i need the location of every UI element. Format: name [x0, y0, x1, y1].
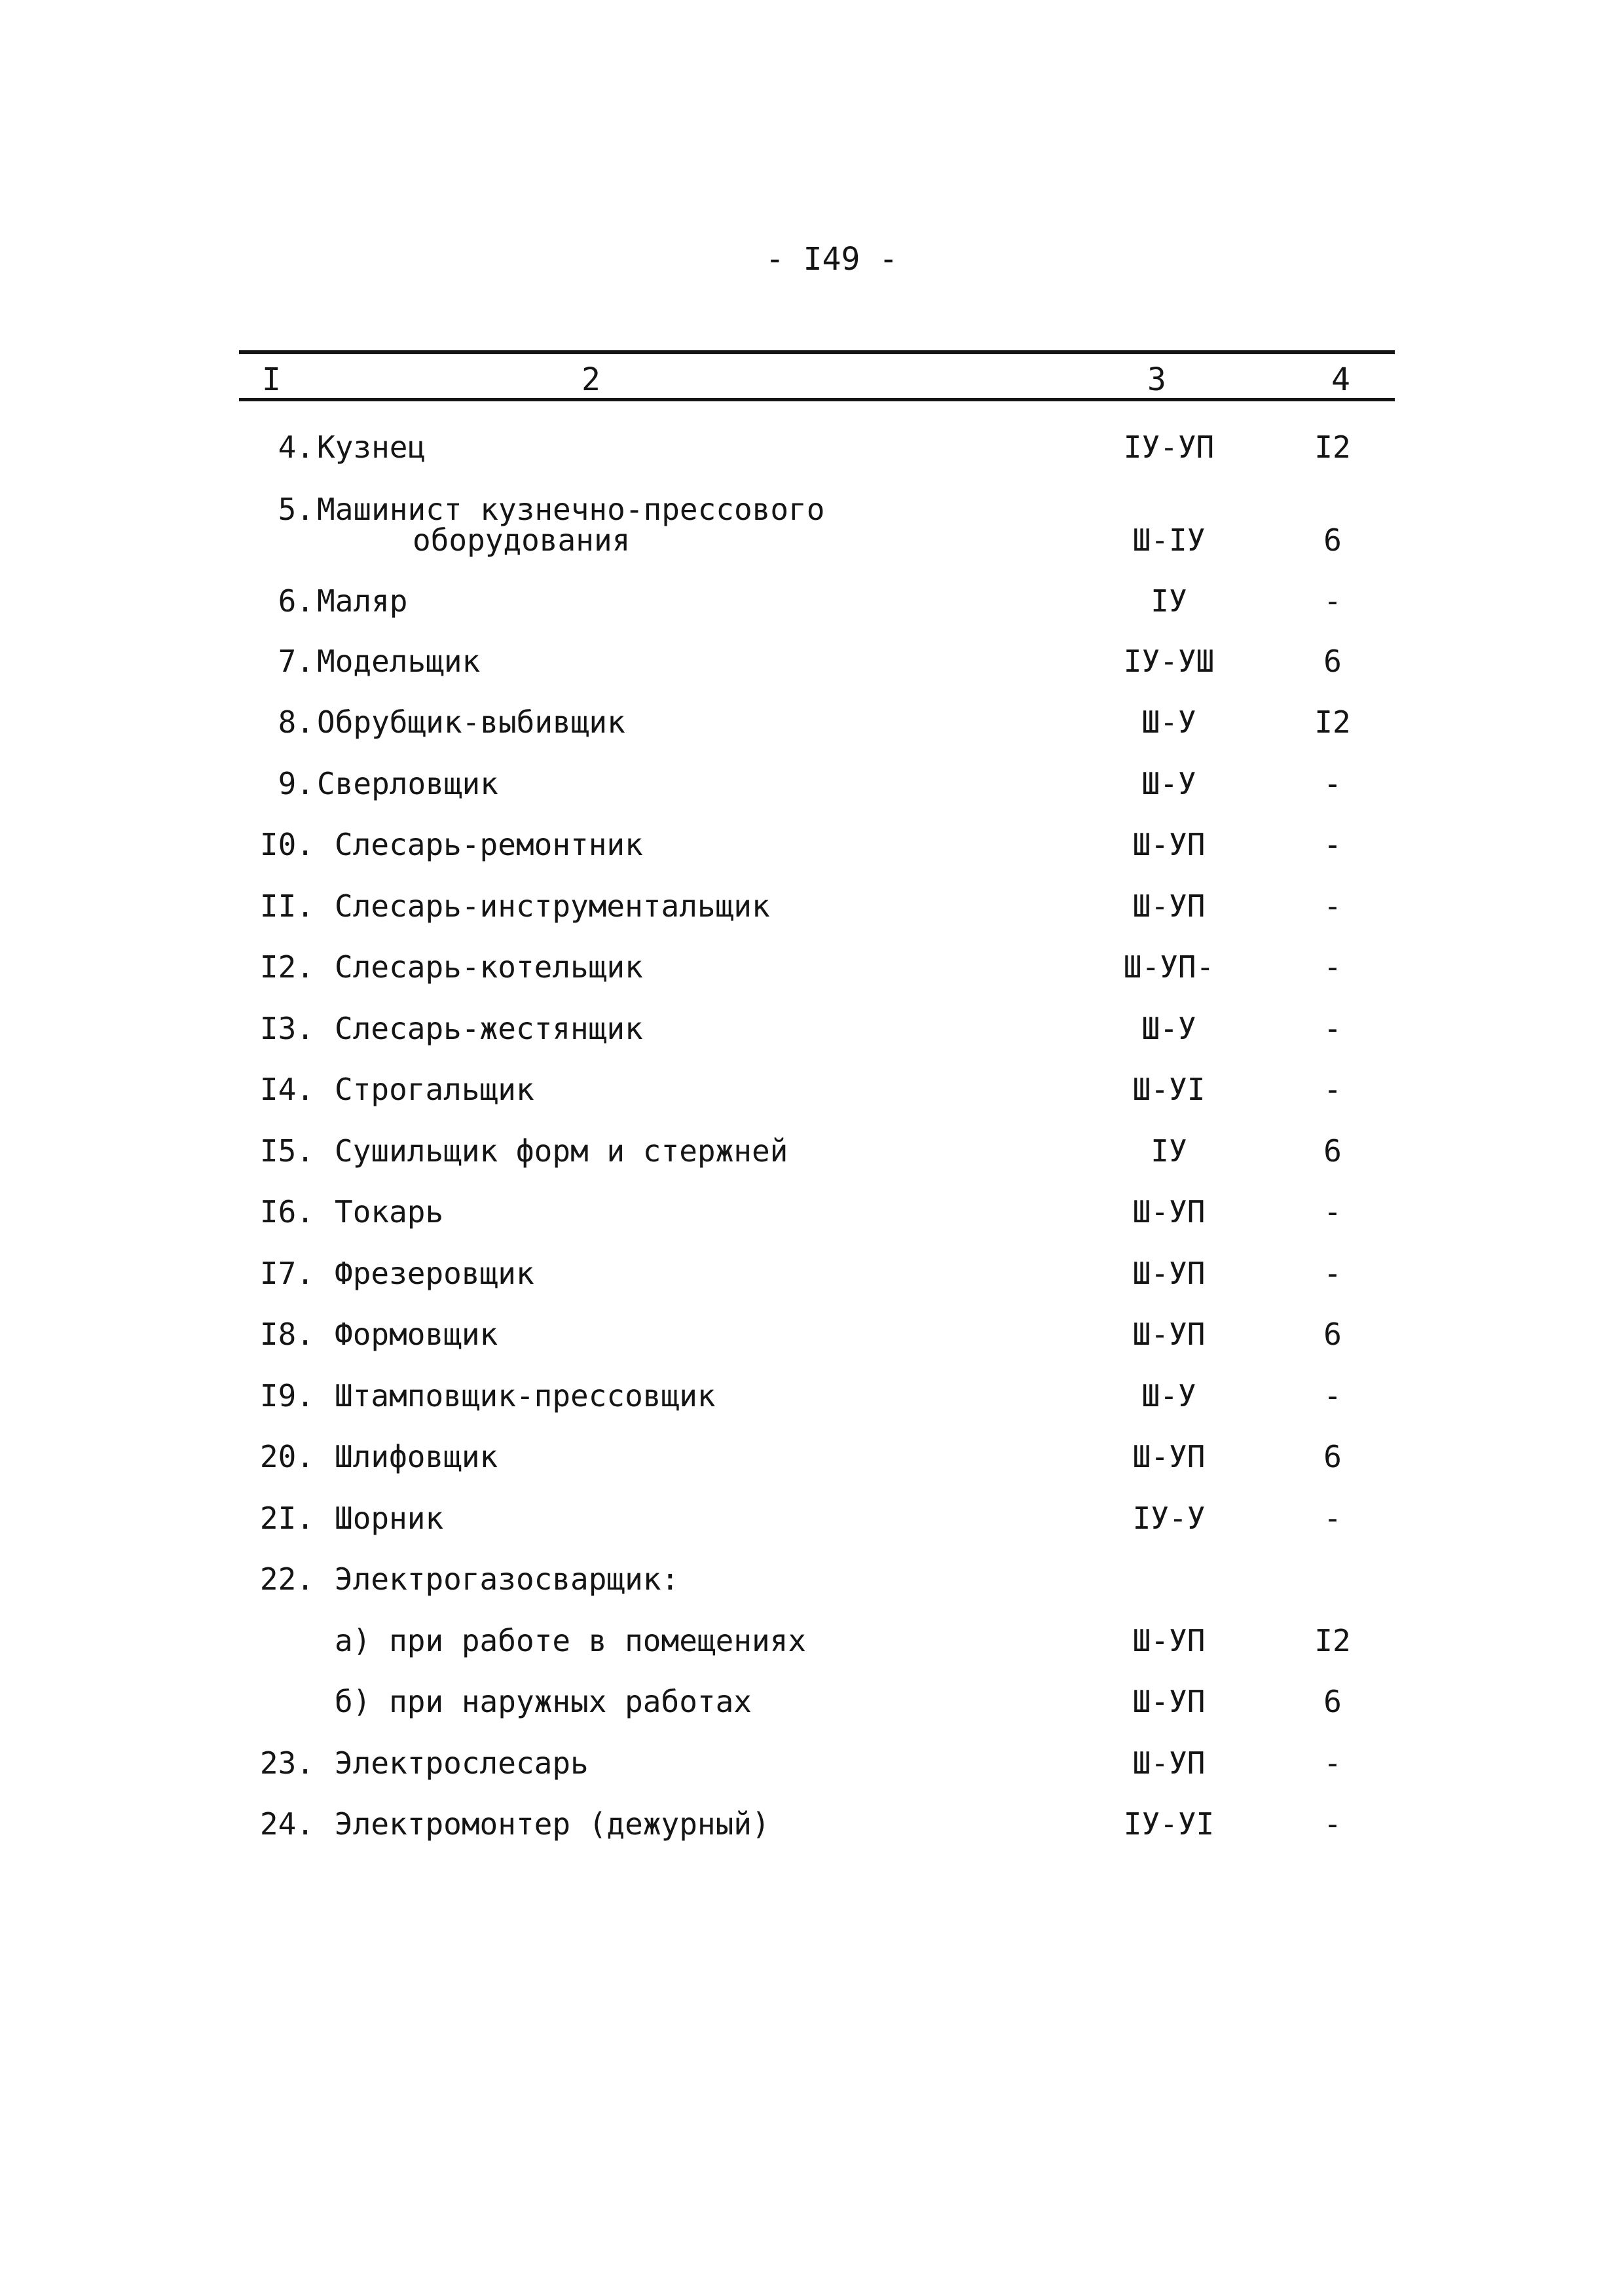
column-header-4: 4 — [1331, 361, 1350, 398]
profession-name: Слесарь-котельщик — [335, 949, 643, 985]
row-number: 23. — [259, 1745, 314, 1781]
row-number: 20. — [259, 1439, 314, 1474]
profession-name: Маляр — [317, 583, 408, 619]
table-row — [0, 1315, 1624, 1354]
table-row — [0, 947, 1624, 987]
grade-range: Ш-УП — [1132, 1194, 1206, 1230]
period-value: 6 — [1323, 522, 1342, 558]
period-value: 6 — [1323, 1317, 1342, 1352]
row-number: 6. — [278, 583, 314, 619]
profession-name: Электрогазосварщик: — [335, 1561, 680, 1597]
table-row — [0, 1437, 1624, 1476]
profession-name: Шлифовщик — [335, 1439, 498, 1474]
period-value: - — [1323, 583, 1342, 619]
period-value: - — [1323, 1501, 1342, 1536]
period-value: - — [1323, 1378, 1342, 1413]
table-row — [0, 1559, 1624, 1599]
table-row — [0, 428, 1624, 467]
grade-range: Ш-У — [1141, 1011, 1196, 1046]
profession-name: Кузнец — [317, 429, 426, 465]
period-value: - — [1323, 888, 1342, 924]
column-header-2: 2 — [581, 361, 600, 398]
table-row — [0, 825, 1624, 864]
period-value: I2 — [1314, 429, 1351, 465]
grade-range: Ш-IУ — [1132, 522, 1206, 558]
row-number: I5. — [259, 1133, 314, 1169]
row-number: I7. — [259, 1256, 314, 1291]
row-number: 5. — [278, 492, 314, 527]
row-number: I8. — [259, 1317, 314, 1352]
table-row — [0, 1009, 1624, 1048]
table-top-rule — [239, 350, 1395, 354]
table-row — [0, 642, 1624, 681]
profession-name: Сверловщик — [317, 766, 498, 801]
row-number: 7. — [278, 644, 314, 679]
row-number: 8. — [278, 704, 314, 740]
period-value: - — [1323, 1072, 1342, 1107]
grade-range: IУ — [1151, 583, 1187, 619]
grade-range: Ш-У — [1141, 1378, 1196, 1413]
table-row — [0, 764, 1624, 803]
table-row-values — [0, 520, 1624, 560]
table-row — [0, 886, 1624, 926]
grade-range: Ш-УП — [1132, 827, 1206, 862]
table-row — [0, 1682, 1624, 1721]
period-value: - — [1323, 1194, 1342, 1230]
table-row — [0, 1499, 1624, 1538]
page-number: - I49 - — [765, 241, 898, 278]
grade-range: Ш-УП- — [1123, 949, 1215, 985]
period-value: I2 — [1314, 1623, 1351, 1658]
period-value: 6 — [1323, 644, 1342, 679]
table-row — [0, 1131, 1624, 1171]
row-number: I6. — [259, 1194, 314, 1230]
period-value: I2 — [1314, 704, 1351, 740]
row-number: I4. — [259, 1072, 314, 1107]
table-row — [0, 1376, 1624, 1415]
grade-range: Ш-УI — [1132, 1072, 1206, 1107]
profession-name: Штамповщик-прессовщик — [335, 1378, 716, 1413]
grade-range: Ш-У — [1141, 704, 1196, 740]
grade-range: Ш-УП — [1132, 1439, 1206, 1474]
period-value: - — [1323, 1011, 1342, 1046]
profession-name: Слесарь-ремонтник — [335, 827, 643, 862]
grade-range: IУ-УП — [1123, 429, 1215, 465]
profession-name: Токарь — [335, 1194, 444, 1230]
row-number: 9. — [278, 766, 314, 801]
period-value: - — [1323, 1745, 1342, 1781]
column-header-3: 3 — [1147, 361, 1166, 398]
period-value: 6 — [1323, 1684, 1342, 1719]
table-row — [0, 1621, 1624, 1660]
period-value: - — [1323, 827, 1342, 862]
row-number: I2. — [259, 949, 314, 985]
row-number: 24. — [259, 1806, 314, 1842]
grade-range: Ш-УП — [1132, 1623, 1206, 1658]
row-number: I3. — [259, 1011, 314, 1046]
profession-name: Обрубщик-выбивщик — [317, 704, 625, 740]
grade-range: IУ-УI — [1123, 1806, 1215, 1842]
grade-range: Ш-УП — [1132, 1745, 1206, 1781]
table-row — [0, 1804, 1624, 1844]
profession-name: Фрезеровщик — [335, 1256, 534, 1291]
row-number: 22. — [259, 1561, 314, 1597]
period-value: 6 — [1323, 1439, 1342, 1474]
profession-name: Строгальщик — [335, 1072, 534, 1107]
grade-range: Ш-УП — [1132, 1317, 1206, 1352]
table-row — [0, 1192, 1624, 1231]
grade-range: Ш-УП — [1132, 888, 1206, 924]
period-value: - — [1323, 766, 1342, 801]
grade-range: IУ-УШ — [1123, 644, 1215, 679]
profession-name: Машинист кузнечно-прессового — [317, 492, 825, 527]
table-header-rule — [239, 398, 1395, 401]
profession-name: Электрослесарь — [335, 1745, 589, 1781]
profession-name: Шорник — [335, 1501, 444, 1536]
grade-range: Ш-У — [1141, 766, 1196, 801]
profession-subitem: а) при работе в помещениях — [335, 1623, 807, 1658]
row-number: II. — [259, 888, 314, 924]
grade-range: IУ — [1151, 1133, 1187, 1169]
grade-range: IУ-У — [1132, 1501, 1206, 1536]
grade-range: Ш-УП — [1132, 1256, 1206, 1291]
table-row — [0, 581, 1624, 621]
profession-name: Формовщик — [335, 1317, 498, 1352]
column-header-1: I — [262, 361, 281, 398]
profession-subitem: б) при наружных работах — [335, 1684, 752, 1719]
row-number: 4. — [278, 429, 314, 465]
period-value: 6 — [1323, 1133, 1342, 1169]
row-number: 2I. — [259, 1501, 314, 1536]
profession-name: Слесарь-инструментальщик — [335, 888, 770, 924]
profession-name: Модельщик — [317, 644, 481, 679]
table-row — [0, 1254, 1624, 1293]
grade-range: Ш-УП — [1132, 1684, 1206, 1719]
row-number: I0. — [259, 827, 314, 862]
table-row — [0, 1743, 1624, 1783]
profession-name-continuation: оборудования — [413, 522, 631, 558]
table-row — [0, 1070, 1624, 1109]
table-row — [0, 702, 1624, 742]
profession-name: Сушильщик форм и стержней — [335, 1133, 788, 1169]
period-value: - — [1323, 949, 1342, 985]
row-number: I9. — [259, 1378, 314, 1413]
period-value: - — [1323, 1256, 1342, 1291]
period-value: - — [1323, 1806, 1342, 1842]
profession-name: Электромонтер (дежурный) — [335, 1806, 770, 1842]
profession-name: Слесарь-жестянщик — [335, 1011, 643, 1046]
